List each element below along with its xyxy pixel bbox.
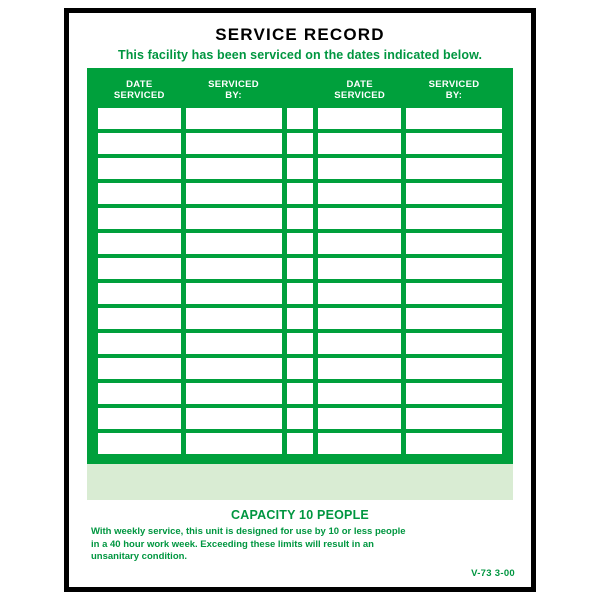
subtitle: This facility has been serviced on the dates indicated below.: [117, 48, 483, 62]
table-cell[interactable]: [406, 308, 502, 329]
document-code: V-73 3-00: [471, 568, 515, 579]
footer: [87, 500, 513, 564]
fineprint: [91, 526, 509, 564]
table-cell[interactable]: [406, 258, 502, 279]
table-cell[interactable]: [406, 333, 502, 354]
column-gap: [287, 78, 314, 104]
table-cell[interactable]: [98, 358, 181, 379]
sign-content: [69, 13, 531, 587]
table-cell[interactable]: [98, 183, 181, 204]
table-cell[interactable]: [186, 158, 282, 179]
capacity-text: CAPACITY 10 PEOPLE: [231, 508, 369, 522]
table-cell[interactable]: [186, 183, 282, 204]
table-cell[interactable]: [406, 383, 502, 404]
table-cell[interactable]: [186, 108, 282, 129]
table-cell[interactable]: [186, 383, 282, 404]
table-header: [98, 78, 502, 104]
table-cell[interactable]: [318, 308, 401, 329]
table-row: [98, 333, 502, 354]
table-cell[interactable]: [318, 258, 401, 279]
table-cell[interactable]: [98, 383, 181, 404]
row-gap: [287, 308, 314, 329]
table-cell[interactable]: [186, 358, 282, 379]
row-gap: [287, 108, 314, 129]
table-row: [98, 208, 502, 229]
table-cell[interactable]: [186, 133, 282, 154]
row-gap: [287, 208, 314, 229]
table-cell[interactable]: [186, 258, 282, 279]
table-cell[interactable]: [186, 283, 282, 304]
table-cell[interactable]: [318, 358, 401, 379]
table-cell[interactable]: [186, 408, 282, 429]
fineprint-line-1: With weekly service, this unit is designed for use by 10 or less people: [91, 526, 406, 537]
table-cell[interactable]: [318, 233, 401, 254]
table-cell[interactable]: [98, 408, 181, 429]
fineprint-line-3: unsanitary condition.: [91, 551, 188, 562]
fineprint-line-2: in a 40 hour work week. Exceeding these limits will result in an: [91, 538, 374, 550]
row-gap: [287, 333, 314, 354]
table-cell[interactable]: [186, 433, 282, 454]
table-cell[interactable]: [318, 408, 401, 429]
column-header-serviced-by-1: SERVICED BY:: [186, 78, 282, 104]
row-gap: [287, 233, 314, 254]
column-header-serviced-by-2: SERVICED BY:: [406, 78, 502, 104]
table-cell[interactable]: [186, 208, 282, 229]
page-title: SERVICE RECORD: [215, 25, 385, 44]
row-gap: [287, 258, 314, 279]
table-cell[interactable]: [98, 308, 181, 329]
table-cell[interactable]: [318, 158, 401, 179]
table-cell[interactable]: [318, 133, 401, 154]
table-cell[interactable]: [98, 233, 181, 254]
table-cell[interactable]: [186, 333, 282, 354]
service-grid-block: [87, 68, 513, 464]
table-row: [98, 433, 502, 454]
table-cell[interactable]: [406, 208, 502, 229]
table-cell[interactable]: [186, 233, 282, 254]
table-row: [98, 258, 502, 279]
table-row: [98, 408, 502, 429]
table-row: [98, 358, 502, 379]
table-body: [98, 108, 502, 454]
table-cell[interactable]: [98, 258, 181, 279]
table-cell[interactable]: [406, 283, 502, 304]
table-cell[interactable]: [98, 283, 181, 304]
table-row: [98, 308, 502, 329]
table-cell[interactable]: [98, 158, 181, 179]
row-gap: [287, 158, 314, 179]
blank-green-band: [87, 464, 513, 500]
row-gap: [287, 183, 314, 204]
table-cell[interactable]: [406, 358, 502, 379]
table-cell[interactable]: [318, 208, 401, 229]
table-cell[interactable]: [318, 383, 401, 404]
table-row: [98, 383, 502, 404]
table-cell[interactable]: [318, 283, 401, 304]
table-cell[interactable]: [406, 133, 502, 154]
row-gap: [287, 383, 314, 404]
table-cell[interactable]: [406, 158, 502, 179]
table-cell[interactable]: [98, 333, 181, 354]
service-record-table: [93, 74, 507, 458]
table-row: [98, 108, 502, 129]
table-cell[interactable]: [318, 183, 401, 204]
table-header-row: [98, 78, 502, 104]
table-cell[interactable]: [318, 333, 401, 354]
table-cell[interactable]: [406, 233, 502, 254]
table-cell[interactable]: [318, 433, 401, 454]
table-cell[interactable]: [98, 108, 181, 129]
column-header-date-serviced-1: DATE SERVICED: [98, 78, 181, 104]
table-cell[interactable]: [98, 133, 181, 154]
row-gap: [287, 408, 314, 429]
table-row: [98, 158, 502, 179]
service-record-sign: [64, 8, 536, 592]
table-cell[interactable]: [186, 308, 282, 329]
table-cell[interactable]: [406, 183, 502, 204]
table-cell[interactable]: [98, 433, 181, 454]
table-cell[interactable]: [406, 408, 502, 429]
table-cell[interactable]: [406, 433, 502, 454]
table-row: [98, 183, 502, 204]
table-row: [98, 133, 502, 154]
column-header-date-serviced-2: DATE SERVICED: [318, 78, 401, 104]
row-gap: [287, 433, 314, 454]
table-cell[interactable]: [406, 108, 502, 129]
row-gap: [287, 358, 314, 379]
table-cell[interactable]: [98, 208, 181, 229]
table-row: [98, 283, 502, 304]
row-gap: [287, 133, 314, 154]
row-gap: [287, 283, 314, 304]
table-cell[interactable]: [318, 108, 401, 129]
table-row: [98, 233, 502, 254]
